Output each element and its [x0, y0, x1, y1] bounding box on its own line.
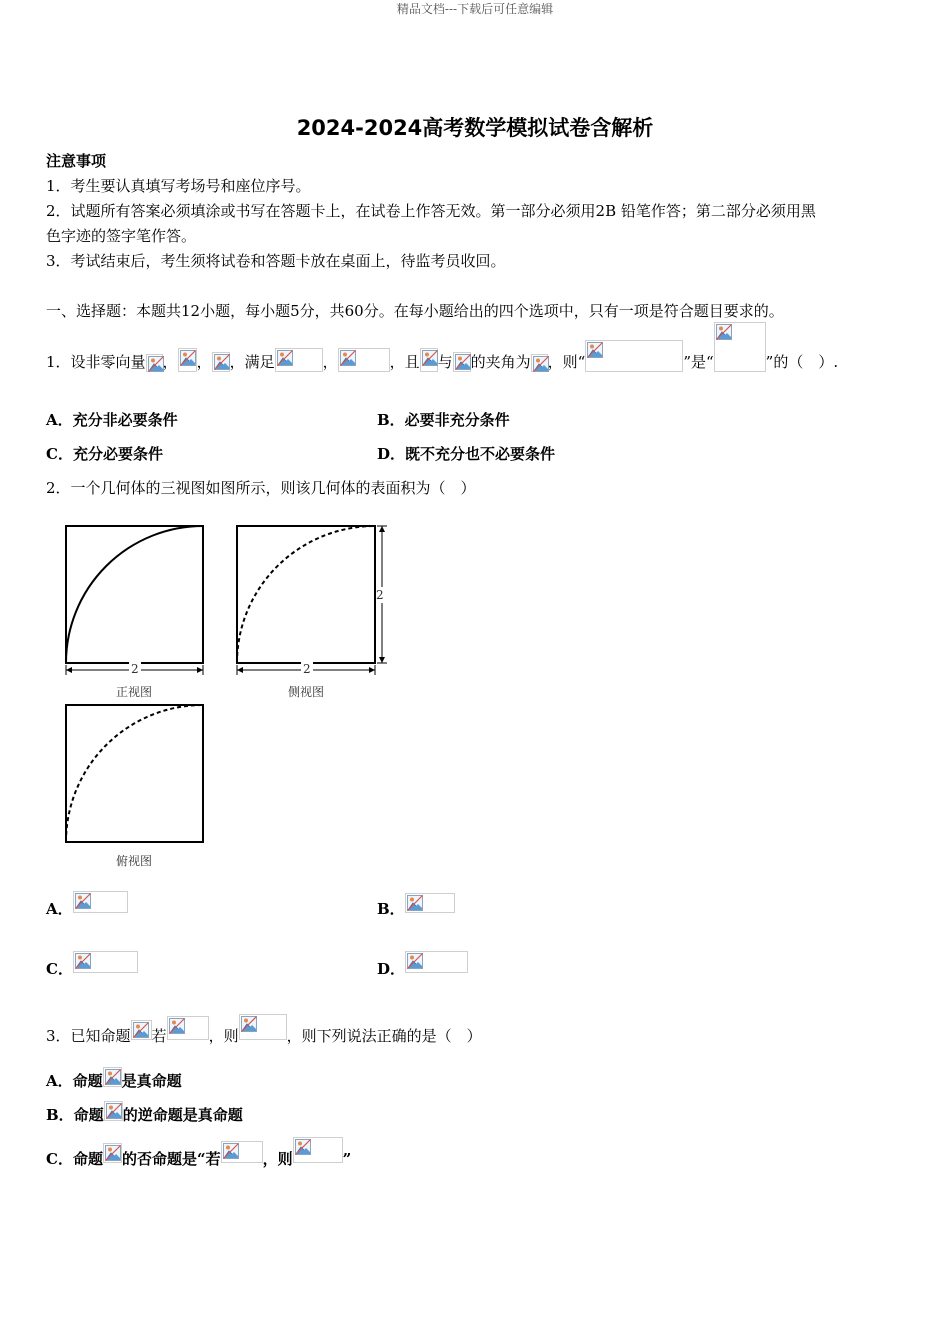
side-view — [237, 526, 387, 675]
broken-image-icon — [73, 951, 138, 973]
side-width-label: 2 — [303, 662, 311, 676]
broken-image-icon — [275, 348, 323, 372]
broken-image-icon — [146, 354, 163, 372]
broken-image-icon — [103, 1143, 122, 1163]
q2-option-c-label: C． — [46, 960, 73, 978]
q3-option-b[interactable] — [46, 1101, 243, 1125]
broken-image-icon — [221, 1141, 263, 1163]
q3-option-c-label: C．命题 — [46, 1150, 103, 1168]
q3-option-c[interactable] — [46, 1137, 351, 1169]
question-3 — [46, 1008, 482, 1046]
front-view — [66, 526, 203, 675]
section-1-heading: 一、选择题：本题共12小题，每小题5分，共60分。在每小题给出的四个选项中，只有一项是符合题目要求的。 — [46, 302, 784, 320]
q1-text: ， — [322, 353, 338, 371]
q3-text: ，则下列说法正确的是（ ） — [286, 1027, 482, 1045]
q3-text: 若 — [151, 1027, 167, 1045]
side-view-caption: 侧视图 — [288, 685, 325, 699]
three-view-diagram — [55, 515, 405, 875]
q2-option-d[interactable] — [377, 951, 468, 979]
q1-text: ， — [162, 353, 178, 371]
front-width-label: 2 — [131, 662, 139, 676]
broken-image-icon — [239, 1014, 287, 1040]
broken-image-icon — [167, 1016, 209, 1040]
broken-image-icon — [453, 352, 471, 372]
q1-text: ”是“ — [683, 353, 714, 371]
page-header: 精品文档---下载后可任意编辑 — [396, 2, 554, 16]
q1-text: 1．设非零向量 — [46, 353, 146, 371]
q1-text: ，则“ — [547, 353, 586, 371]
q2-option-a[interactable] — [46, 891, 128, 919]
q3-option-a[interactable] — [46, 1067, 182, 1091]
q1-option-b[interactable]: B．必要非充分条件 — [377, 411, 510, 429]
q3-text: 3．已知命题 — [46, 1027, 131, 1045]
page-title: 2024-2024高考数学模拟试卷含解析 — [296, 116, 654, 140]
q1-option-a[interactable]: A．充分非必要条件 — [46, 411, 178, 429]
question-1 — [46, 322, 838, 372]
q2-option-c[interactable] — [46, 951, 138, 979]
q2-option-b-label: B． — [377, 900, 405, 918]
q3-option-a-text: 是真命题 — [121, 1072, 182, 1090]
question-2-stem: 2．一个几何体的三视图如图所示，则该几何体的表面积为（ ） — [46, 479, 476, 497]
q1-text: ”的（ ）. — [765, 353, 839, 371]
q1-text: ，且 — [389, 353, 420, 371]
broken-image-icon — [420, 348, 438, 372]
notice-item-2-cont: 色字迹的签字笔作答。 — [46, 227, 197, 245]
q1-text: ，满足 — [229, 353, 275, 371]
broken-image-icon — [212, 352, 230, 372]
broken-image-icon — [531, 354, 548, 372]
broken-image-icon — [103, 1067, 122, 1087]
q3-option-c-text: ，则 — [262, 1150, 293, 1168]
notice-heading: 注意事项 — [46, 152, 107, 170]
q2-option-b[interactable] — [377, 893, 455, 919]
notice-item-2: 2．试题所有答案必须填涂或书写在答题卡上，在试卷上作答无效。第一部分必须用2B 铅笔作答；第二部分必须用黑 — [46, 202, 816, 220]
broken-image-icon — [293, 1137, 343, 1163]
q3-option-b-label: B．命题 — [46, 1106, 104, 1124]
broken-image-icon — [73, 891, 128, 913]
q2-option-d-label: D． — [377, 960, 406, 978]
top-view — [66, 705, 203, 842]
broken-image-icon — [131, 1020, 152, 1040]
q1-text: ， — [196, 353, 212, 371]
broken-image-icon — [585, 340, 683, 372]
broken-image-icon — [338, 348, 390, 372]
q2-option-a-label: A． — [46, 900, 73, 918]
broken-image-icon — [104, 1101, 123, 1121]
front-view-caption: 正视图 — [116, 685, 153, 699]
q3-option-a-label: A．命题 — [46, 1072, 103, 1090]
broken-image-icon — [405, 951, 468, 973]
notice-item-3: 3．考试结束后，考生须将试卷和答题卡放在桌面上，待监考员收回。 — [46, 252, 506, 270]
top-view-caption: 俯视图 — [116, 854, 153, 868]
q3-option-b-text: 的逆命题是真命题 — [122, 1106, 243, 1124]
broken-image-icon — [405, 893, 455, 913]
notice-item-1: 1．考生要认真填写考场号和座位序号。 — [46, 177, 311, 195]
q1-text: 的夹角为 — [470, 353, 531, 371]
q3-text: ，则 — [208, 1027, 239, 1045]
broken-image-icon — [178, 348, 197, 372]
q3-option-c-text: 的否命题是“若 — [121, 1150, 221, 1168]
broken-image-icon — [714, 322, 766, 372]
side-height-label: 2 — [376, 588, 384, 602]
q1-option-c[interactable]: C．充分必要条件 — [46, 445, 163, 463]
q1-option-d[interactable]: D．既不充分也不必要条件 — [377, 445, 556, 463]
q1-text: 与 — [437, 353, 453, 371]
q3-option-c-text: ” — [342, 1150, 352, 1168]
